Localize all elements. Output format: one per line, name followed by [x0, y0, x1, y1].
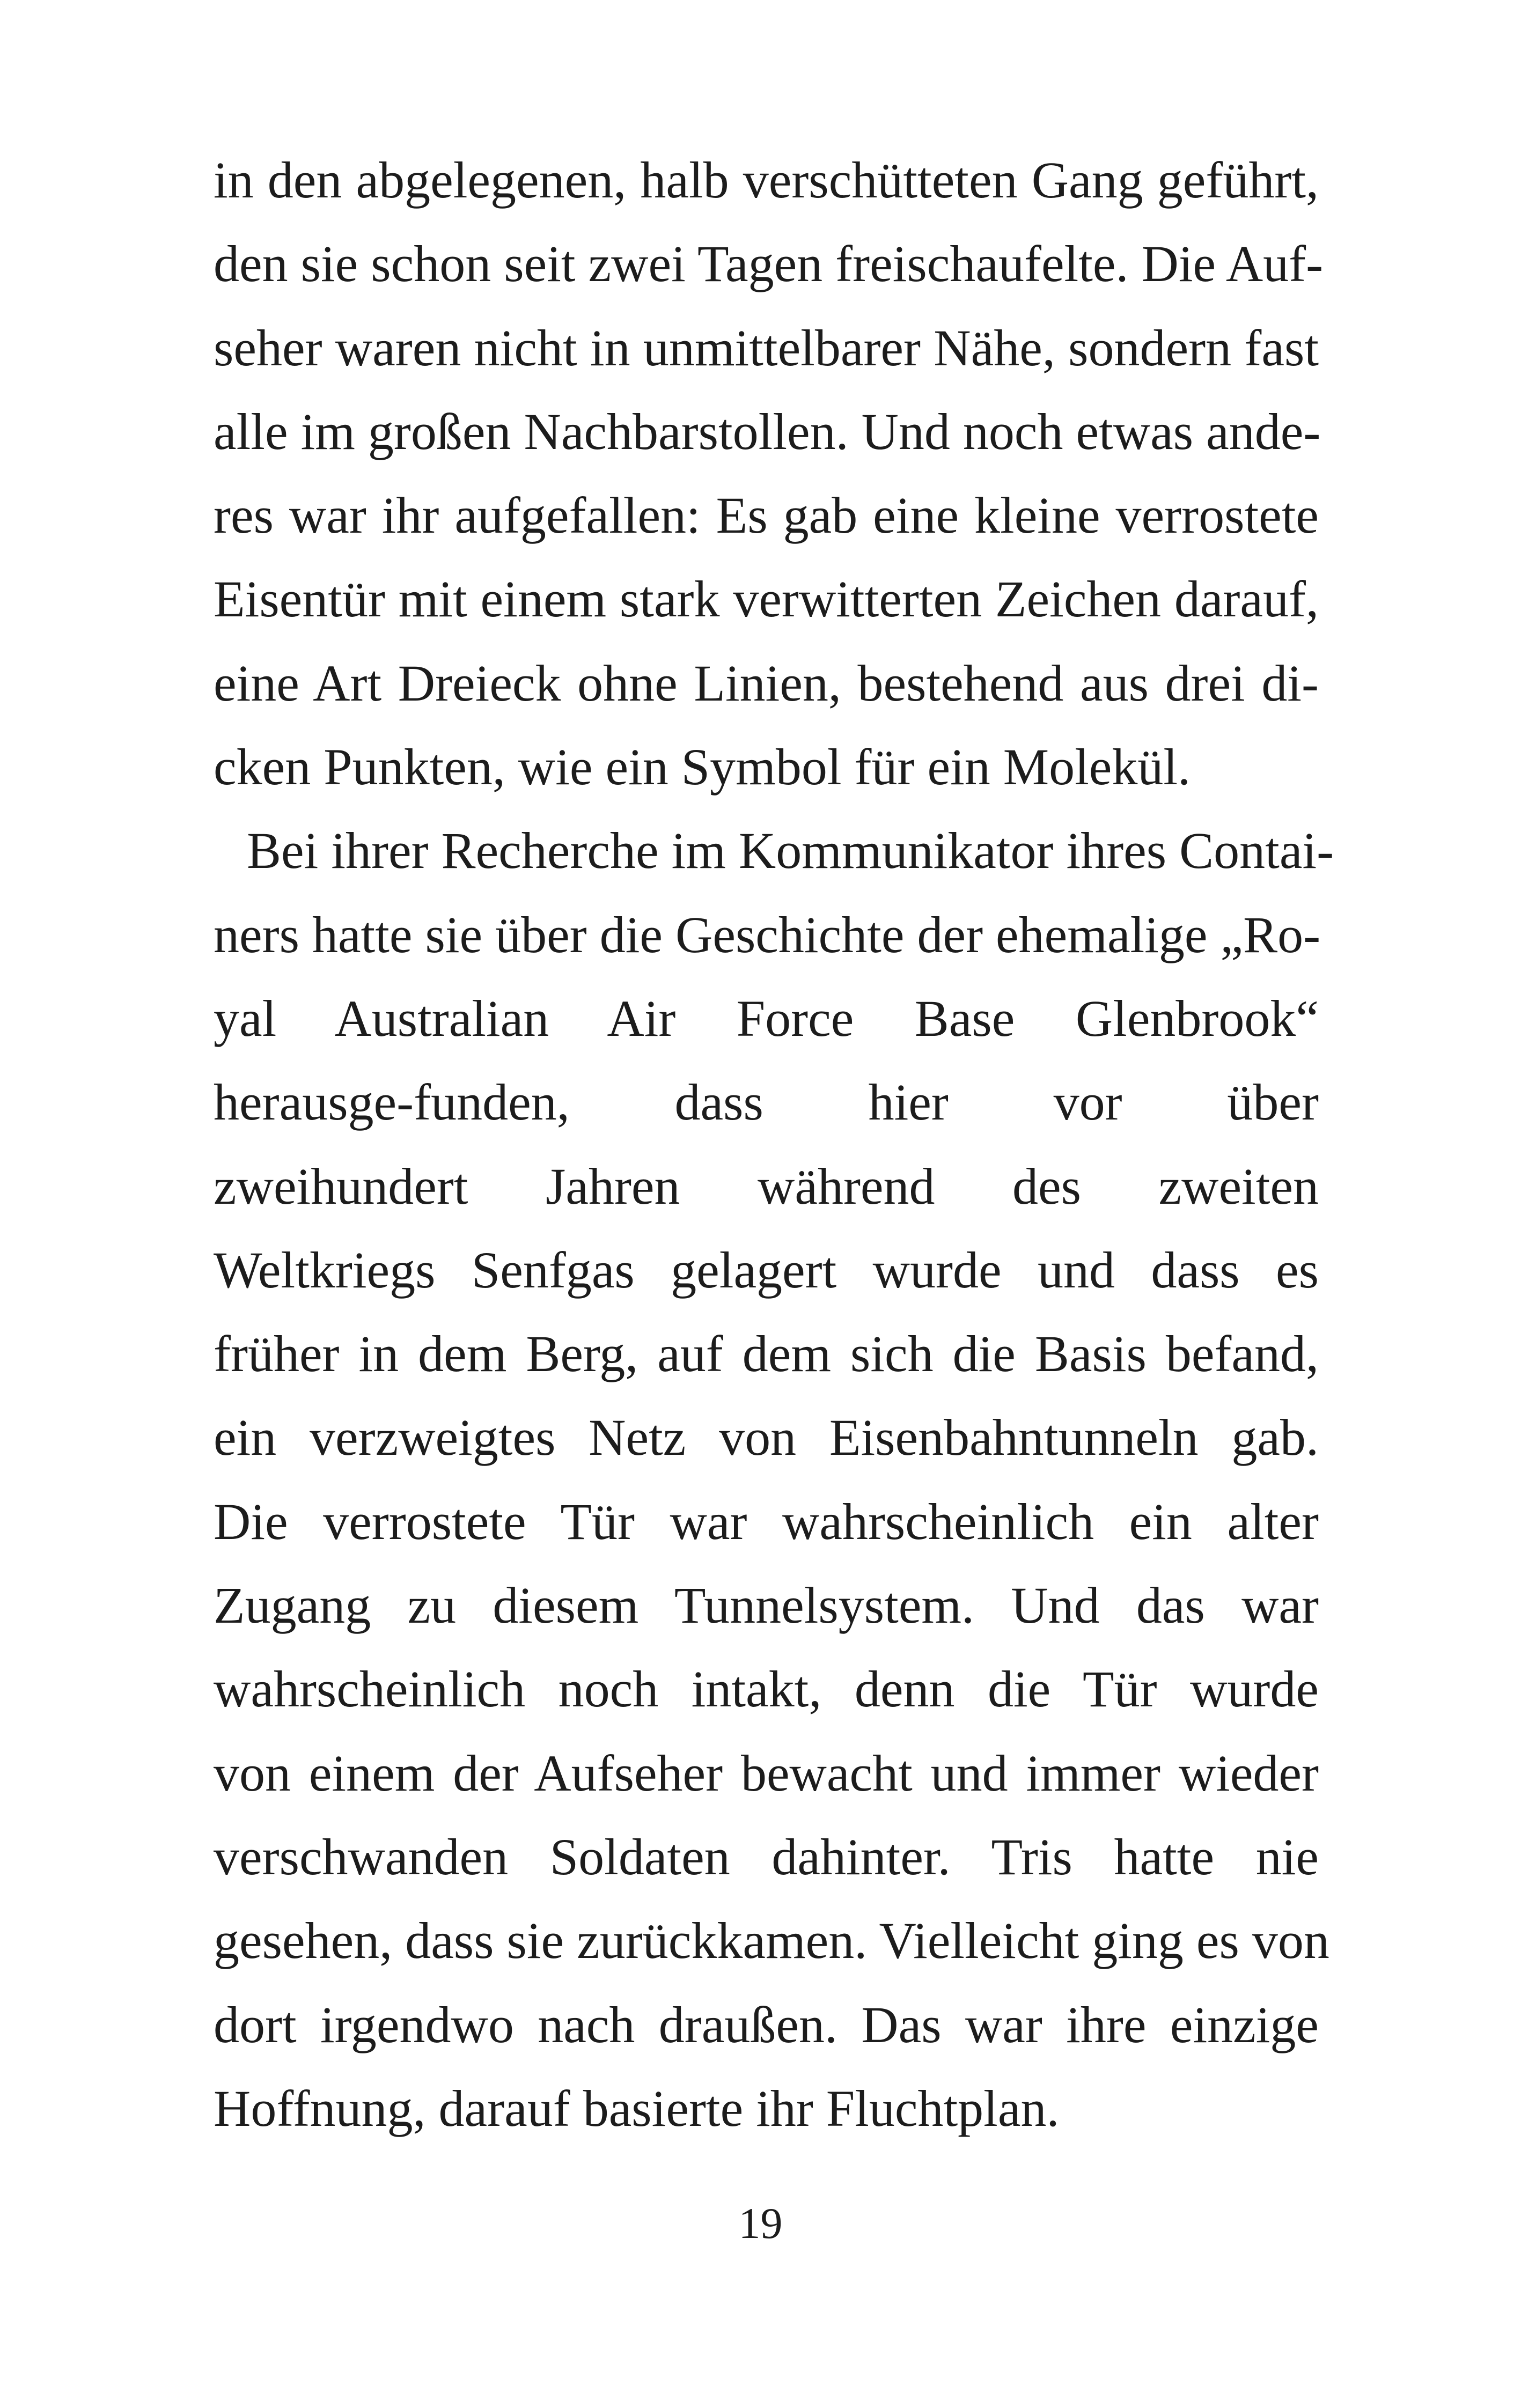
page-number: 19 — [738, 2199, 783, 2248]
body-text — [214, 138, 1334, 2151]
text-line: wahrscheinlich noch intakt, denn die Tür wurde — [214, 1660, 1319, 1718]
text-line: seher waren nicht in unmittelbarer Nähe, sondern fast — [214, 319, 1319, 377]
text-line: Bei ihrer Recherche im Kommunikator ihres Contai- — [247, 822, 1334, 880]
paragraph-1 — [214, 138, 1324, 809]
text-line: Die verrostete Tür war wahrscheinlich ein alter — [214, 1492, 1319, 1550]
text-line: herausge-funden, dass hier vor über — [214, 1073, 1319, 1131]
text-line: in den abgelegenen, halb verschütteten Gang geführt, — [214, 151, 1319, 209]
text-line: Eisentür mit einem stark verwitterten Zeichen darauf, — [214, 570, 1319, 628]
text-line: Hoffnung, darauf basierte ihr Fluchtplan. — [214, 2079, 1060, 2137]
text-line: gesehen, dass sie zurückkamen. Vielleicht ging es von — [214, 1912, 1329, 1970]
text-line: eine Art Dreieck ohne Linien, bestehend aus drei di- — [214, 654, 1319, 712]
paragraph-2 — [214, 809, 1334, 2151]
text-line: res war ihr aufgefallen: Es gab eine kleine verrostete — [214, 487, 1319, 544]
text-line: zweihundert Jahren während des zweiten — [214, 1157, 1319, 1215]
text-line: früher in dem Berg, auf dem sich die Basis befand, — [214, 1325, 1319, 1383]
text-line: verschwanden Soldaten dahinter. Tris hatte nie — [214, 1828, 1319, 1886]
text-line: Zugang zu diesem Tunnelsystem. Und das war — [214, 1577, 1319, 1634]
text-line: dort irgendwo nach draußen. Das war ihre einzige — [214, 1995, 1319, 2053]
text-line: alle im großen Nachbarstollen. Und noch etwas ande- — [214, 402, 1321, 460]
text-line: cken Punkten, wie ein Symbol für ein Molekül. — [214, 738, 1191, 796]
text-line: yal Australian Air Force Base Glenbrook“ — [214, 989, 1319, 1047]
text-line: den sie schon seit zwei Tagen freischaufelte. Die Auf- — [214, 235, 1324, 293]
text-line: ners hatte sie über die Geschichte der ehemalige „Ro- — [214, 905, 1321, 963]
text-line: von einem der Aufseher bewacht und immer wieder — [214, 1744, 1319, 1802]
text-line: ein verzweigtes Netz von Eisenbahntunneln gab. — [214, 1409, 1319, 1467]
text-line: Weltkriegs Senfgas gelagert wurde und dass es — [214, 1241, 1319, 1299]
